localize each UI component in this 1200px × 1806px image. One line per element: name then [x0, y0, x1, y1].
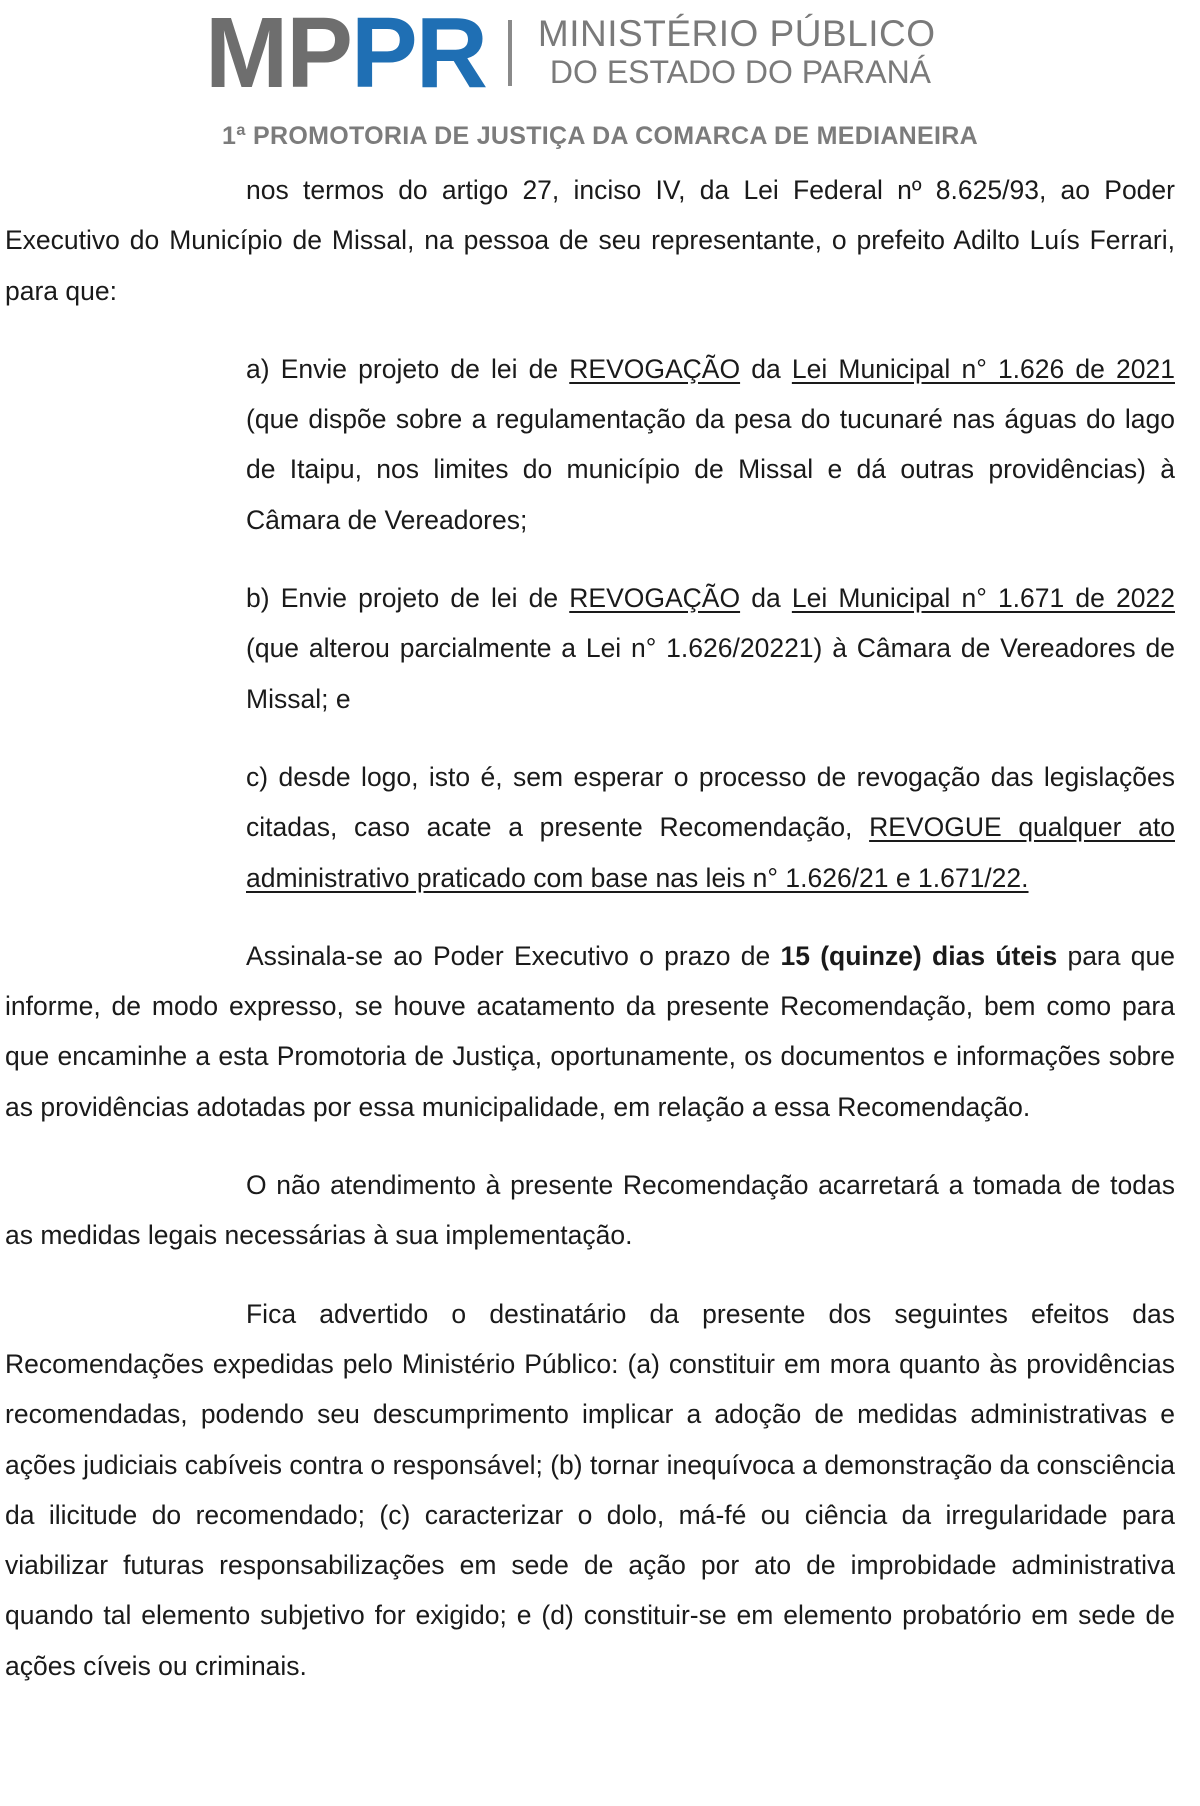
- item-b-text-3: (que alterou parcialmente a Lei n° 1.626/20221) à Câmara de Vereadores de Missal; e: [246, 633, 1175, 714]
- item-b-law-reference: Lei Municipal n° 1.671 de 2022: [791, 583, 1175, 614]
- logo-line-2: DO ESTADO DO PARANÁ: [549, 54, 932, 90]
- recommendation-item-c: [246, 752, 1175, 903]
- item-c-revogue: REVOGUE qualquer ato administrativo praticado com base nas leis n° 1.626/21 e 1.671/22.: [246, 812, 1175, 893]
- logo-separator: [508, 20, 512, 86]
- paragraph-warning: Fica advertido o destinatário da presente dos seguintes efeitos das Recomendações expedidas pelo Ministério Público: (a) constituir em mora quanto às providências recomendadas, podendo seu descumprimento implicar a adoção de medidas administrativas e ações judiciais cabíveis contra o responsável; (b) tornar inequívoca a demonstração da consciência da ilicitude do recomendado; (c) caracterizar o dolo, má-fé ou ciência da irregularidade para viabilizar futuras responsabilizações em sede de ação por ato de improbidade administrativa quando tal elemento subjetivo for exigido; e (d) constituir-se em elemento probatório em sede de ações cíveis ou criminais.: [5, 1298, 1175, 1681]
- promotoria-title: 1ª PROMOTORIA DE JUSTIÇA DA COMARCA DE MEDIANEIRA: [222, 122, 978, 150]
- logo-mark-left: MP: [205, 0, 351, 109]
- deadline-text-1: Assinala-se ao Poder Executivo o prazo de: [246, 940, 781, 971]
- recommendation-item-a: [246, 344, 1175, 545]
- item-a-text-2: da: [740, 353, 792, 384]
- paragraph-non-compliance: O não atendimento à presente Recomendação acarretará a tomada de todas as medidas legais necessárias à sua implementação.: [5, 1170, 1175, 1251]
- deadline-days: 15 (quinze) dias úteis: [780, 940, 1058, 971]
- mppr-logo: [205, 0, 936, 109]
- item-a-text-3: (que dispõe sobre a regulamentação da pesa do tucunaré nas águas do lago de Itaipu, nos limites do município de Missal e dá outras providências) à Câmara de Vereadores;: [246, 404, 1175, 535]
- item-b-text-2: da: [740, 583, 792, 614]
- item-c-text-1: c) desde logo, isto é, sem esperar o processo de revogação das legislações citadas, caso acate a presente Recomendação,: [246, 761, 1175, 843]
- item-b-revogacao: REVOGAÇÃO: [569, 583, 741, 614]
- logo-line-1: MINISTÉRIO PÚBLICO: [537, 13, 936, 54]
- item-b-text-1: b) Envie projeto de lei de: [246, 583, 570, 614]
- document-header: [0, 0, 1200, 150]
- item-a-text-1: a) Envie projeto de lei de: [246, 353, 570, 384]
- paragraph-deadline: [5, 931, 1175, 1132]
- item-a-law-reference: Lei Municipal n° 1.626 de 2021: [791, 353, 1175, 384]
- logo-text: [538, 15, 936, 91]
- logo-mark-right: PR: [351, 0, 486, 109]
- paragraph-intro: nos termos do artigo 27, inciso IV, da Lei Federal nº 8.625/93, ao Poder Executivo do Município de Missal, na pessoa de seu representante, o prefeito Adilto Luís Ferrari, para que:: [5, 175, 1175, 306]
- deadline-text-2: para que informe, de modo expresso, se houve acatamento da presente Recomendação, bem como para que encaminhe a esta Promotoria de Justiça, oportunamente, os documentos e informações sobre as providências adotadas por essa municipalidade, em relação a essa Recomendação.: [5, 940, 1175, 1122]
- recommendation-item-b: [246, 573, 1175, 724]
- document-body: [5, 165, 1175, 1691]
- item-a-revogacao: REVOGAÇÃO: [569, 353, 741, 384]
- logo-mark: [205, 0, 486, 109]
